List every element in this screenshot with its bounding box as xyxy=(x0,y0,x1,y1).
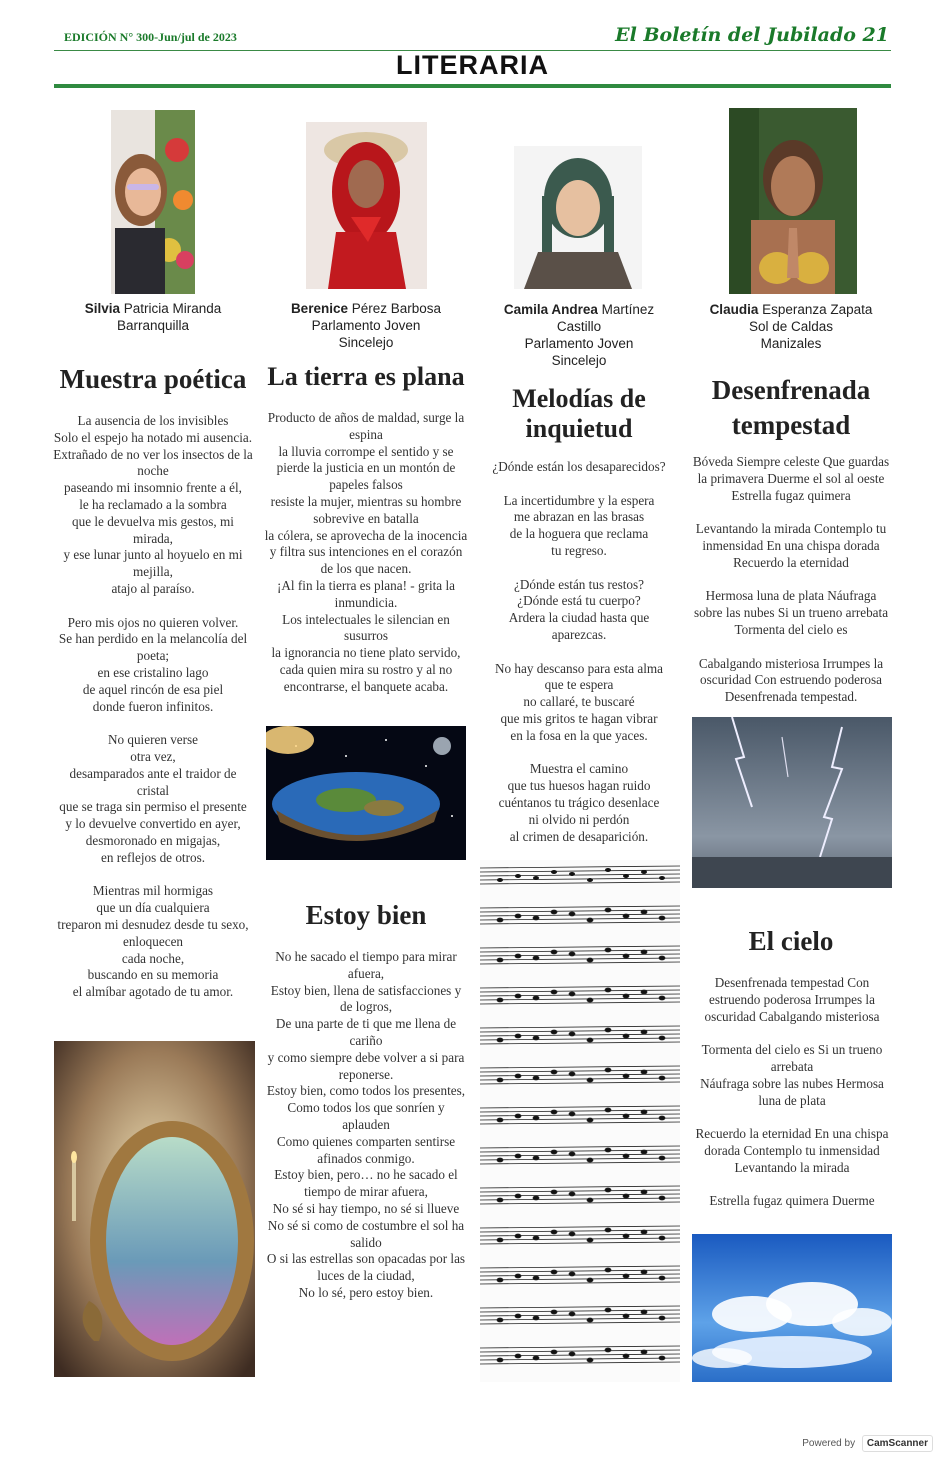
masthead-title: El Boletín del Jubilado 21 xyxy=(615,24,889,46)
author-last-name: Esperanza Zapata xyxy=(762,302,873,317)
author-detail: Sincelejo xyxy=(338,335,394,350)
author-photo-silvia xyxy=(111,110,195,294)
section-title: LITERARIA xyxy=(396,50,549,80)
sheet-music-image xyxy=(480,860,680,1382)
poem-text-melodias: ¿Dónde están los desaparecidos? La incertidumbre y la espera me abrazan en las brasas de la hoguera que reclama tu regreso. ¿Dónde están tus restos? ¿Dónde está tu cuerpo? Ardera la ciudad hasta que aparezcas. No hay descanso para esta alma que te espera no callaré, te buscaré que mis gritos te hagan vibrar en la fosa en la que yaces. Muestra el camino que tus huesos hagan ruido cuéntanos tu trágico desenlace ni olvido ni perdón al crimen de desaparición. xyxy=(492,459,666,844)
author-detail: Manizales xyxy=(760,336,822,351)
author-photo-camila xyxy=(514,146,642,289)
poem-title-cielo: El cielo xyxy=(748,926,834,956)
author-detail: Sincelejo xyxy=(551,353,607,368)
author-caption-camila xyxy=(484,301,674,369)
author-first-name: Berenice xyxy=(290,301,348,316)
poem-title-desenfrenada: Desenfrenada tempestad xyxy=(711,375,871,440)
poem-text-desenfrenada: Bóveda Siempre celeste Que guardas la primavera Duerme el sol al oeste Estrella fugaz quimera Levantando la mirada Contemplo tu inmensidad En una chispa dorada Recuerdo la eternidad Hermosa luna de plata Náufraga sobre las nubes Si un trueno arrebata Tormenta del cielo es Cabalgando misteriosa Irrumpes la oscuridad Con estruendo poderosa Desenfrenada tempestad. xyxy=(692,454,890,705)
author-detail: Parlamento Joven xyxy=(524,336,634,351)
storm-image xyxy=(692,717,892,888)
author-first-name: Claudia xyxy=(709,302,759,317)
author-caption-claudia xyxy=(696,301,886,352)
edition-label: EDICIÓN N° 300-Jun/jul de 2023 xyxy=(64,30,237,44)
author-first-name: Camila Andrea xyxy=(503,302,598,317)
author-photo-berenice xyxy=(306,122,427,289)
author-photo-claudia xyxy=(729,108,857,294)
poem-text-cielo: Desenfrenada tempestad Con estruendo poderosa Irrumpes la oscuridad Cabalgando misteriosa Tormenta del cielo es Si un trueno arrebata Náufraga sobre las nubes Hermosa luna de plata Recuerdo la eternidad En una chispa dorada Contemplo tu inmensidad Levantando la mirada Estrella fugaz quimera Duerme xyxy=(695,975,889,1209)
author-detail: Parlamento Joven xyxy=(311,318,421,333)
poem-text-tierra: Producto de años de maldad, surge la espina la lluvia corrompe el sentido y se pierde la justicia en un montón de papeles falsos resiste la mujer, mientras su hombre sobrevive en batalla la cólera, se aprovecha de la inocencia y filtra sus intenciones en el corazón de los que nacen. ¡Al fin la tierra es plana! - grita la inmundicia. Los intelectuales le silencian en susurros la ignorancia no tiene plato servido, cada quien mira su rostro y al no encontrarse, el banquete acaba. xyxy=(264,410,468,694)
author-caption-berenice xyxy=(270,300,462,351)
section-divider xyxy=(54,84,891,88)
author-last-name: Martínez xyxy=(601,302,655,317)
poem-title-tierra: La tierra es plana xyxy=(267,362,465,391)
scanner-watermark xyxy=(802,1435,933,1452)
sky-image xyxy=(692,1234,892,1382)
author-detail: Castillo xyxy=(556,319,602,334)
camscanner-logo: CamScanner xyxy=(862,1435,933,1452)
poem-text-muestra: La ausencia de los invisibles Solo el espejo ha notado mi ausencia. Extrañado de no ver los insectos de la noche paseando mi insomnio frente a él, le ha reclamado a la sombra que le devuelva mis gestos, mi mirada, y ese lunar junto al hoyuelo en mi mejilla, atajo al paraíso. Pero mis ojos no quieren volver. Se han perdido en la melancolía del poeta; en ese cristalino lago de aquel rincón de esa piel donde fueron infinitos. No quieren verse otra vez, desamparados ante el traidor de cristal que se traga sin permiso el presente y lo devuelve convertido en ayer, desmoronado en migajas, en reflejos de otros. Mientras mil hormigas que un día cualquiera treparon mi desnudez desde tu sexo, enloquecen cada noche, buscando en su memoria el almíbar agotado de tu amor. xyxy=(53,413,253,1000)
poem-title-muestra: Muestra poética xyxy=(59,364,247,394)
powered-by-label: Powered by xyxy=(802,1438,856,1449)
author-first-name: Silvia xyxy=(84,301,120,316)
poem-title-melodias: Melodías de inquietud xyxy=(512,384,646,443)
author-last-name: Patricia Miranda xyxy=(123,301,222,316)
author-last-name: Pérez Barbosa xyxy=(351,301,442,316)
poem-title-estoy: Estoy bien xyxy=(305,900,427,930)
author-caption-silvia xyxy=(62,300,244,334)
author-detail: Barranquilla xyxy=(116,318,190,333)
mirror-image xyxy=(54,1041,255,1377)
flat-earth-image xyxy=(266,726,466,860)
poem-text-estoy: No he sacado el tiempo para mirar afuera, Estoy bien, llena de satisfacciones y de logros, De una parte de ti que me llena de cariño y como siempre debe volver a si para reponerse. Estoy bien, como todos los presentes, Como todos los que sonríen y aplauden Como quienes comparten sentirse afinados conmigo. Estoy bien, pero… no he sacado el tiempo de mirar afuera, No sé si hay tiempo, no sé si llueve No sé si como de costumbre el sol ha salido O si las estrellas son opacadas por las luces de la ciudad, No lo sé, pero estoy bien. xyxy=(266,949,466,1300)
author-detail: Sol de Caldas xyxy=(748,319,834,334)
